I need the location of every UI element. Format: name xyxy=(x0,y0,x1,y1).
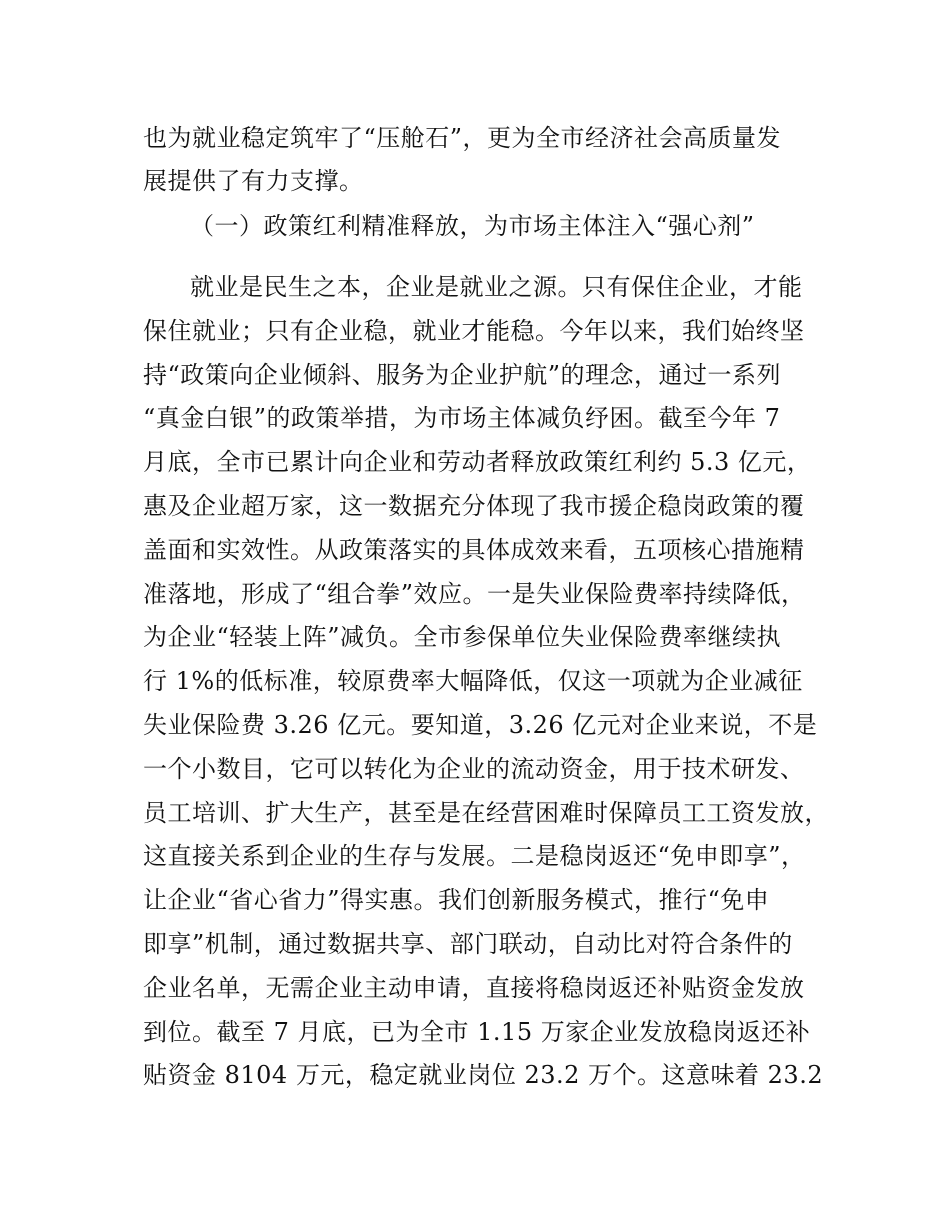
body-text-line: 保住就业；只有企业稳，就业才能稳。今年以来，我们始终坚 xyxy=(143,317,805,345)
body-text-line: 一个小数目，它可以转化为企业的流动资金，用于技术研发、 xyxy=(143,755,805,783)
body-text-line: 即享”机制，通过数据共享、部门联动，自动比对符合条件的 xyxy=(143,930,793,958)
body-text-line: 月底，全市已累计向企业和劳动者释放政策红利约 5.3 亿元， xyxy=(143,448,812,476)
body-text-line: 员工培训、扩大生产，甚至是在经营困难时保障员工工资发放， xyxy=(143,799,829,827)
body-text-line: 企业名单，无需企业主动申请，直接将稳岗返还补贴资金发放 xyxy=(143,974,805,1002)
body-text-line: 到位。截至 7 月底，已为全市 1.15 万家企业发放稳岗返还补 xyxy=(143,1018,811,1046)
body-text-line: 就业是民生之本，企业是就业之源。只有保住企业，才能 xyxy=(190,273,803,301)
body-text-line: 为企业“轻装上阵”减负。全市参保单位失业保险费率继续执 xyxy=(143,623,782,651)
body-text-line: 展提供了有力支撑。 xyxy=(143,167,364,195)
section-heading: （一）政策红利精准释放，为市场主体注入“强心剂” xyxy=(190,212,755,240)
body-text-line: 这直接关系到企业的生存与发展。二是稳岗返还“免申即享”， xyxy=(143,842,806,870)
body-text-line: 也为就业稳定筑牢了“压舱石”，更为全市经济社会高质量发 xyxy=(143,124,782,152)
body-text-line: 持“政策向企业倾斜、服务为企业护航”的理念，通过一系列 xyxy=(143,361,782,389)
body-text-line: 让企业“省心省力”得实惠。我们创新服务模式，推行“免申 xyxy=(143,886,770,914)
body-text-line: 失业保险费 3.26 亿元。要知道，3.26 亿元对企业来说，不是 xyxy=(143,711,818,739)
body-text-line: 贴资金 8104 万元，稳定就业岗位 23.2 万个。这意味着 23.2 xyxy=(143,1061,824,1089)
body-text-line: 盖面和实效性。从政策落实的具体成效来看，五项核心措施精 xyxy=(143,536,805,564)
body-text-line: “真金白银”的政策举措，为市场主体减负纾困。截至今年 7 xyxy=(143,404,781,432)
body-text-line: 行 1%的低标准，较原费率大幅降低，仅这一项就为企业减征 xyxy=(143,667,803,695)
body-text-line: 准落地，形成了“组合拳”效应。一是失业保险费率持续降低， xyxy=(143,580,806,608)
body-text-line: 惠及企业超万家，这一数据充分体现了我市援企稳岗政策的覆 xyxy=(143,492,805,520)
